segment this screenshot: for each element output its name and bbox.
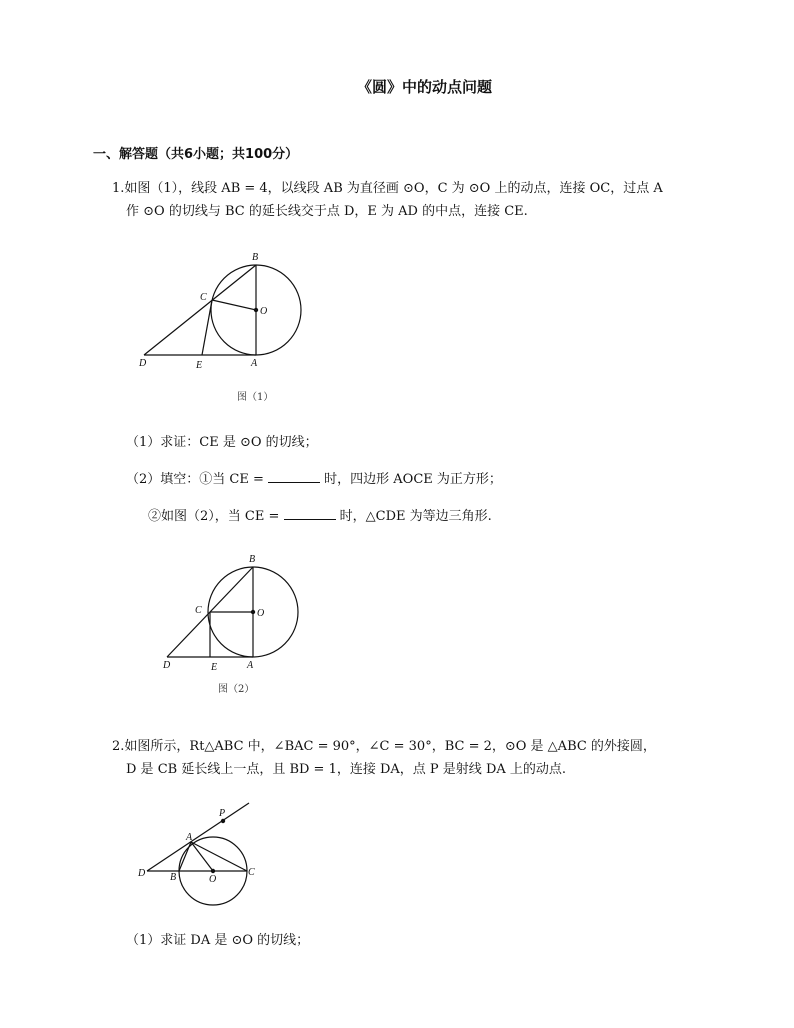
fig3-center-dot bbox=[211, 869, 215, 873]
fig1-label-b: B bbox=[252, 252, 259, 263]
fig3-label-o: O bbox=[209, 874, 217, 885]
q2-figure bbox=[135, 800, 265, 900]
fig1-line-ce bbox=[202, 300, 212, 355]
q1-figure-2 bbox=[155, 550, 315, 680]
fig1-label-a: A bbox=[251, 358, 258, 369]
q2-stem-line1: 2.如图所示，Rt△ABC 中，∠BAC = 90°，∠C = 30°，BC = 2，⊙O 是 △ABC 的外接圆， bbox=[112, 739, 656, 754]
fig3-label-a: A bbox=[186, 832, 193, 843]
q1-part2a-blank[interactable] bbox=[268, 470, 320, 483]
q1-part1: （1）求证：CE 是 ⊙O 的切线； bbox=[126, 435, 318, 450]
q1-stem-line1: 1.如图（1），线段 AB = 4，以线段 AB 为直径画 ⊙O，C 为 ⊙O 上的动点，连接 OC，过点 A bbox=[112, 181, 663, 196]
fig3-line-ac bbox=[191, 842, 247, 871]
q1-part2a-post: 时，四边形 AOCE 为正方形； bbox=[324, 472, 502, 487]
q1-part2b-pre: ②如图（2），当 CE = bbox=[148, 509, 280, 524]
q1-fig1-caption: 图（1） bbox=[237, 392, 274, 403]
q2-stem-line2: D 是 CB 延长线上一点，且 BD = 1，连接 DA，点 P 是射线 DA 上的动点. bbox=[126, 762, 567, 777]
fig3-label-b: B bbox=[170, 872, 177, 883]
fig1-line-oc bbox=[212, 300, 256, 310]
q2-part1: （1）求证 DA 是 ⊙O 的切线； bbox=[126, 933, 310, 948]
fig2-label-o: O bbox=[257, 608, 265, 619]
fig1-label-d: D bbox=[139, 358, 147, 369]
q1-part2b-post: 时，△CDE 为等边三角形. bbox=[339, 509, 492, 524]
fig3-ray-dp bbox=[147, 803, 249, 871]
fig3-point-p-dot bbox=[221, 819, 225, 823]
q1-stem-line2: 作 ⊙O 的切线与 BC 的延长线交于点 D，E 为 AD 的中点，连接 CE. bbox=[126, 204, 528, 219]
page-title: 《圆》中的动点问题 bbox=[357, 78, 493, 96]
fig1-center-dot bbox=[254, 308, 258, 312]
fig1-label-o: O bbox=[260, 306, 268, 317]
fig1-line-dc-b bbox=[144, 265, 256, 355]
q1-fig2-caption: 图（2） bbox=[218, 684, 255, 695]
fig2-label-d: D bbox=[163, 660, 171, 671]
section-heading: 一、解答题（共6小题；共100分） bbox=[93, 147, 299, 162]
fig3-label-p: P bbox=[219, 808, 226, 819]
q1-part2b bbox=[148, 507, 492, 525]
fig3-line-ao bbox=[191, 842, 213, 871]
fig2-label-c: C bbox=[195, 605, 202, 616]
fig2-label-a: A bbox=[247, 660, 254, 671]
fig1-label-e: E bbox=[196, 360, 203, 371]
fig1-label-c: C bbox=[200, 292, 207, 303]
fig2-label-b: B bbox=[249, 554, 256, 565]
fig3-label-d: D bbox=[138, 868, 146, 879]
fig3-label-c: C bbox=[248, 867, 255, 878]
fig2-label-e: E bbox=[211, 662, 218, 673]
fig2-center-dot bbox=[251, 610, 255, 614]
q1-figure-1 bbox=[130, 245, 320, 375]
q1-part2b-blank[interactable] bbox=[284, 507, 336, 520]
q1-part2a bbox=[126, 470, 502, 488]
q1-part2a-pre: （2）填空：①当 CE = bbox=[126, 472, 264, 487]
